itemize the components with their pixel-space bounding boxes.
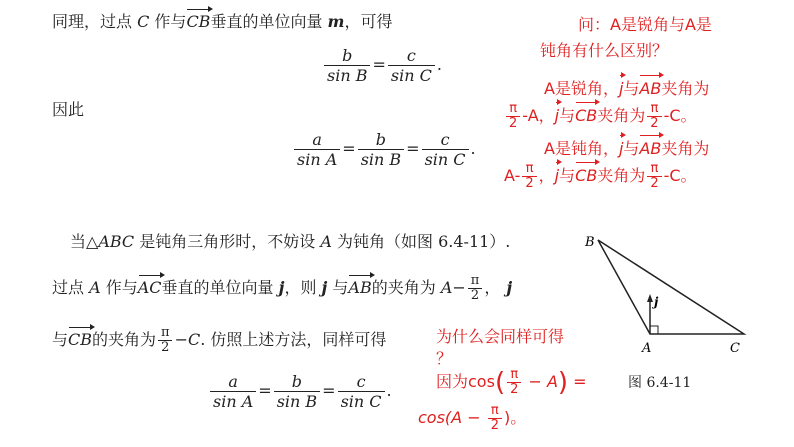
- formula-law-of-sines-2: $\frac{a}{\text{sin A}}$ = $\frac{b}{\text{sin B}}$ = $\frac{c}{\text{sin C}}$ .: [208, 372, 392, 411]
- note-acute-line2: $\frac{\pi}{2}$ -A，j与CB夹角为 $\frac{\pi}{2}$ -C。: [504, 102, 697, 131]
- vector-cb-2: CB: [68, 330, 93, 349]
- formula-law-of-sines-1: $\frac{a}{\text{sin A}}$ = $\frac{b}{\text{sin B}}$ = $\frac{c}{\text{sin C}}$ .: [292, 130, 476, 169]
- therefore-text: 因此: [52, 100, 85, 119]
- label-j: j: [654, 295, 659, 309]
- line-1: 同理，过点 C 作与CB垂直的单位向量 m，可得: [52, 12, 393, 31]
- note-obtuse-line1: A是钝角，j与AB夹角为: [544, 139, 710, 158]
- formula-b-c: $\frac{b}{\text{sin B}}$ = $\frac{c}{\text{sin C}}$ .: [322, 46, 442, 85]
- note-because-line1: 因为cos( $\frac{\pi}{2}$ − A) =: [436, 367, 587, 398]
- triangle-abc: [598, 240, 744, 334]
- note-question-line1: 问：A是锐角与A是: [578, 15, 712, 34]
- triangle-figure: [580, 226, 780, 366]
- vector-ab: AB: [348, 278, 372, 297]
- figure-caption: 图 6.4-11: [628, 375, 692, 391]
- obtuse-case-paragraph: 当△ABC 是钝角三角形时，不妨设 A 为钝角（如图 6.4-11）.: [70, 232, 511, 251]
- vector-j-arrowhead: [647, 294, 653, 302]
- label-b: B: [585, 235, 595, 250]
- right-angle-marker: [650, 326, 658, 334]
- note-question-line2: 钝角有什么区别？: [540, 41, 669, 60]
- note-obtuse-line2: A- $\frac{\pi}{2}$ ，j与CB夹角为 $\frac{\pi}{2}$ -C。: [504, 161, 697, 191]
- angle-jcb-paragraph: 与CB的夹角为 $\frac{\pi}{2}$ −C. 仿照上述方法，同样可得: [52, 325, 387, 355]
- label-c: C: [730, 341, 740, 356]
- note-because-line2: cos(A − $\frac{\pi}{2}$ )。: [418, 403, 527, 433]
- vector-cb: CB: [186, 12, 211, 31]
- unit-vector-j-paragraph: 过点 A 作与AC垂直的单位向量 j，则 j 与AB的夹角为 A− $\frac{\pi}{2}$ ， j: [52, 273, 513, 303]
- vector-ac: AC: [137, 278, 162, 297]
- note-why-line1: 为什么会同样可得: [436, 327, 565, 346]
- note-acute-line1: A是锐角，j与AB夹角为: [544, 79, 710, 98]
- note-why-line2: ？: [436, 349, 453, 368]
- label-a: A: [642, 341, 652, 356]
